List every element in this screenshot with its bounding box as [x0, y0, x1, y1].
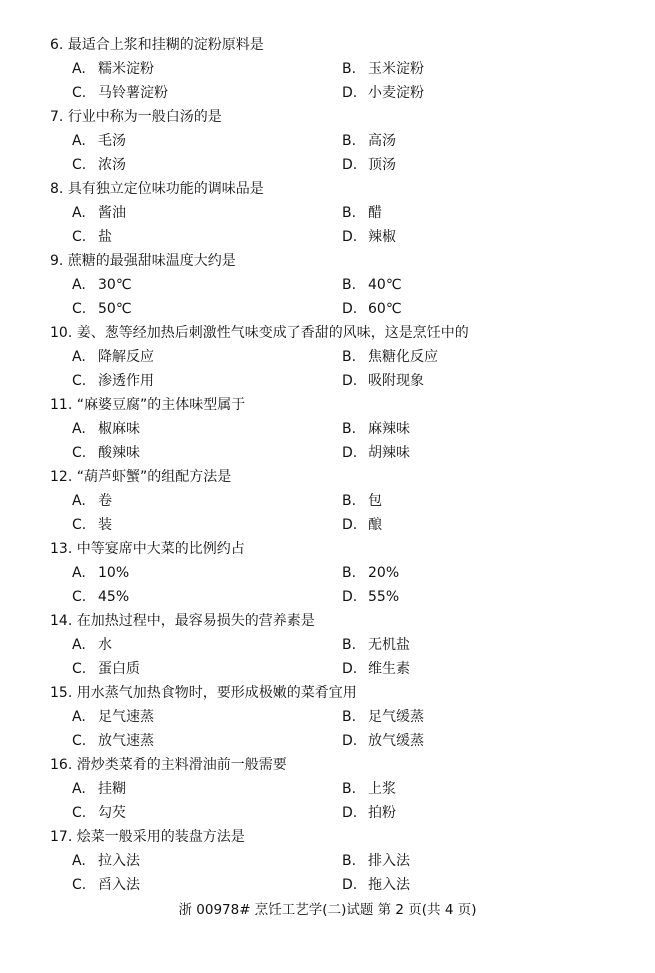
question-text: 最适合上浆和挂糊的淀粉原料是 — [67, 37, 264, 53]
option-letter: D. — [342, 85, 358, 101]
answer-option — [72, 801, 126, 825]
answer-option — [342, 489, 382, 513]
option-text: 45% — [98, 589, 130, 605]
option-row — [50, 513, 630, 537]
question-item — [50, 681, 630, 753]
option-text: 拖入法 — [368, 877, 410, 893]
option-row — [50, 153, 630, 177]
option-letter: B. — [342, 637, 357, 653]
question-stem — [50, 537, 630, 561]
question-stem — [50, 609, 630, 633]
answer-option — [72, 129, 126, 153]
question-text: 烩菜一般采用的装盘方法是 — [76, 829, 245, 845]
option-letter: B. — [342, 61, 357, 77]
option-letter: D. — [342, 301, 358, 317]
option-letter: D. — [342, 661, 358, 677]
option-letter: A. — [72, 349, 86, 365]
answer-option — [342, 729, 424, 753]
question-text: 蔗糖的最强甜味温度大约是 — [67, 253, 236, 269]
option-text: 50℃ — [98, 301, 132, 317]
option-letter: B. — [342, 709, 357, 725]
option-text: 20% — [368, 565, 400, 581]
answer-option — [342, 153, 396, 177]
question-item — [50, 465, 630, 537]
option-letter: B. — [342, 421, 357, 437]
answer-option — [72, 849, 140, 873]
page-footer: 浙 00978# 烹饪工艺学(二)试题 第 2 页(共 4 页) — [178, 902, 477, 918]
option-row — [50, 129, 630, 153]
option-text: 小麦淀粉 — [368, 85, 424, 101]
answer-option — [72, 873, 140, 897]
option-text: 吸附现象 — [368, 373, 424, 389]
option-row — [50, 225, 630, 249]
option-letter: B. — [342, 349, 357, 365]
option-row — [50, 441, 630, 465]
option-row — [50, 705, 630, 729]
option-text: 拉入法 — [98, 853, 140, 869]
option-text: 包 — [368, 493, 382, 509]
option-letter: C. — [72, 373, 87, 389]
option-text: 足气速蒸 — [98, 709, 154, 725]
option-letter: A. — [72, 61, 86, 77]
option-row — [50, 633, 630, 657]
question-number: 9. — [50, 253, 64, 269]
option-row — [50, 801, 630, 825]
option-letter: C. — [72, 661, 87, 677]
option-row — [50, 81, 630, 105]
question-stem — [50, 249, 630, 273]
option-text: 挂糊 — [98, 781, 126, 797]
option-text: 55% — [368, 589, 400, 605]
question-item — [50, 393, 630, 465]
answer-option — [342, 201, 382, 225]
question-number: 10. — [50, 325, 73, 341]
option-letter: A. — [72, 781, 86, 797]
question-number: 8. — [50, 181, 64, 197]
option-row — [50, 273, 630, 297]
option-letter: A. — [72, 133, 86, 149]
option-letter: A. — [72, 493, 86, 509]
option-text: 上浆 — [368, 781, 396, 797]
answer-option — [72, 489, 112, 513]
option-text: 放气缓蒸 — [368, 733, 424, 749]
option-letter: C. — [72, 85, 87, 101]
question-number: 15. — [50, 685, 73, 701]
option-text: 胡辣味 — [368, 445, 410, 461]
option-text: 渗透作用 — [98, 373, 154, 389]
option-row — [50, 873, 630, 897]
question-number: 17. — [50, 829, 73, 845]
option-text: 浓汤 — [98, 157, 126, 173]
answer-option — [342, 777, 396, 801]
answer-option — [342, 225, 396, 249]
option-letter: A. — [72, 565, 86, 581]
option-letter: C. — [72, 157, 87, 173]
question-stem — [50, 105, 630, 129]
option-letter: A. — [72, 277, 86, 293]
option-row — [50, 561, 630, 585]
answer-option — [72, 81, 168, 105]
question-number: 14. — [50, 613, 73, 629]
question-stem — [50, 825, 630, 849]
option-letter: B. — [342, 205, 357, 221]
question-number: 11. — [50, 397, 73, 413]
question-number: 13. — [50, 541, 73, 557]
option-text: 足气缓蒸 — [368, 709, 424, 725]
question-stem — [50, 753, 630, 777]
option-letter: C. — [72, 301, 87, 317]
option-letter: B. — [342, 133, 357, 149]
option-text: 30℃ — [98, 277, 132, 293]
option-text: 放气速蒸 — [98, 733, 154, 749]
option-letter: D. — [342, 589, 358, 605]
question-number: 6. — [50, 37, 64, 53]
option-row — [50, 417, 630, 441]
answer-option — [72, 417, 140, 441]
option-letter: A. — [72, 205, 86, 221]
option-letter: D. — [342, 373, 358, 389]
option-text: 毛汤 — [98, 133, 126, 149]
answer-option — [72, 273, 132, 297]
option-text: 醋 — [368, 205, 382, 221]
option-text: 降解反应 — [98, 349, 154, 365]
question-text: 姜、葱等经加热后刺激性气味变成了香甜的风味，这是烹饪中的 — [76, 325, 469, 341]
option-row — [50, 369, 630, 393]
answer-option — [72, 513, 112, 537]
option-row — [50, 201, 630, 225]
option-text: 装 — [98, 517, 112, 533]
option-letter: C. — [72, 445, 87, 461]
option-text: 酿 — [368, 517, 382, 533]
option-text: 高汤 — [368, 133, 396, 149]
option-text: 60℃ — [368, 301, 402, 317]
answer-option — [342, 633, 410, 657]
question-text: 在加热过程中，最容易损失的营养素是 — [76, 613, 315, 629]
question-stem — [50, 465, 630, 489]
answer-option — [72, 297, 132, 321]
option-text: 酱油 — [98, 205, 126, 221]
option-row — [50, 489, 630, 513]
option-text: 无机盐 — [368, 637, 410, 653]
answer-option — [72, 705, 154, 729]
option-row — [50, 729, 630, 753]
option-text: 拍粉 — [368, 805, 396, 821]
option-letter: D. — [342, 877, 358, 893]
answer-option — [342, 297, 402, 321]
answer-option — [72, 633, 112, 657]
option-letter: C. — [72, 805, 87, 821]
option-text: 辣椒 — [368, 229, 396, 245]
option-row — [50, 849, 630, 873]
option-letter: B. — [342, 565, 357, 581]
answer-option — [342, 585, 399, 609]
option-text: 玉米淀粉 — [368, 61, 424, 77]
option-text: 盐 — [98, 229, 112, 245]
answer-option — [72, 657, 140, 681]
option-row — [50, 657, 630, 681]
answer-option — [72, 201, 126, 225]
answer-option — [72, 585, 129, 609]
option-row — [50, 777, 630, 801]
option-text: 40℃ — [368, 277, 402, 293]
option-letter: D. — [342, 157, 358, 173]
option-letter: C. — [72, 229, 87, 245]
answer-option — [342, 873, 410, 897]
question-stem — [50, 393, 630, 417]
answer-option — [72, 441, 140, 465]
answer-option — [72, 345, 154, 369]
answer-option — [342, 561, 399, 585]
answer-option — [72, 369, 154, 393]
option-letter: D. — [342, 445, 358, 461]
option-letter: D. — [342, 733, 358, 749]
option-letter: C. — [72, 877, 87, 893]
option-row — [50, 57, 630, 81]
option-letter: A. — [72, 709, 86, 725]
question-item — [50, 753, 630, 825]
option-text: 卷 — [98, 493, 112, 509]
answer-option — [342, 345, 438, 369]
option-letter: A. — [72, 853, 86, 869]
option-text: 麻辣味 — [368, 421, 410, 437]
option-letter: B. — [342, 493, 357, 509]
option-text: 酸辣味 — [98, 445, 140, 461]
answer-option — [342, 849, 410, 873]
question-text: 中等宴席中大菜的比例约占 — [76, 541, 245, 557]
answer-option — [72, 561, 129, 585]
question-number: 16. — [50, 757, 73, 773]
option-letter: D. — [342, 229, 358, 245]
option-text: 勾芡 — [98, 805, 126, 821]
option-text: 糯米淀粉 — [98, 61, 154, 77]
question-number: 12. — [50, 469, 73, 485]
answer-option — [342, 513, 382, 537]
question-text: “麻婆豆腐”的主体味型属于 — [76, 397, 246, 413]
question-stem — [50, 177, 630, 201]
option-text: 蛋白质 — [98, 661, 140, 677]
answer-option — [342, 417, 410, 441]
answer-option — [342, 657, 410, 681]
answer-option — [72, 777, 126, 801]
answer-option — [72, 225, 112, 249]
option-row — [50, 297, 630, 321]
option-letter: A. — [72, 637, 86, 653]
question-number: 7. — [50, 109, 64, 125]
option-text: 椒麻味 — [98, 421, 140, 437]
question-stem — [50, 33, 630, 57]
answer-option — [342, 129, 396, 153]
option-letter: B. — [342, 781, 357, 797]
option-text: 舀入法 — [98, 877, 140, 893]
answer-option — [342, 273, 402, 297]
option-letter: C. — [72, 517, 87, 533]
answer-option — [342, 81, 424, 105]
question-item — [50, 249, 630, 321]
option-letter: C. — [72, 589, 87, 605]
option-text: 维生素 — [368, 661, 410, 677]
question-item — [50, 321, 630, 393]
question-text: 具有独立定位味功能的调味品是 — [67, 181, 264, 197]
question-text: 行业中称为一般白汤的是 — [67, 109, 222, 125]
question-text: 用水蒸气加热食物时，要形成极嫩的菜肴宜用 — [76, 685, 357, 701]
question-item — [50, 537, 630, 609]
option-row — [50, 585, 630, 609]
option-row — [50, 345, 630, 369]
question-item — [50, 105, 630, 177]
option-letter: A. — [72, 421, 86, 437]
question-stem — [50, 321, 630, 345]
option-letter: D. — [342, 805, 358, 821]
question-item — [50, 609, 630, 681]
answer-option — [342, 441, 410, 465]
question-item — [50, 177, 630, 249]
option-text: 水 — [98, 637, 112, 653]
option-letter: B. — [342, 853, 357, 869]
question-item — [50, 33, 630, 105]
option-letter: B. — [342, 277, 357, 293]
answer-option — [72, 729, 154, 753]
option-text: 焦糖化反应 — [368, 349, 438, 365]
question-stem — [50, 681, 630, 705]
option-text: 排入法 — [368, 853, 410, 869]
option-text: 马铃薯淀粉 — [98, 85, 168, 101]
answer-option — [72, 57, 154, 81]
option-letter: D. — [342, 517, 358, 533]
question-text: 滑炒类菜肴的主料滑油前一般需要 — [76, 757, 287, 773]
answer-option — [342, 57, 424, 81]
question-item — [50, 825, 630, 897]
option-text: 顶汤 — [368, 157, 396, 173]
option-letter: C. — [72, 733, 87, 749]
option-text: 10% — [98, 565, 130, 581]
answer-option — [72, 153, 126, 177]
answer-option — [342, 801, 396, 825]
answer-option — [342, 369, 424, 393]
answer-option — [342, 705, 424, 729]
question-text: “葫芦虾蟹”的组配方法是 — [76, 469, 232, 485]
